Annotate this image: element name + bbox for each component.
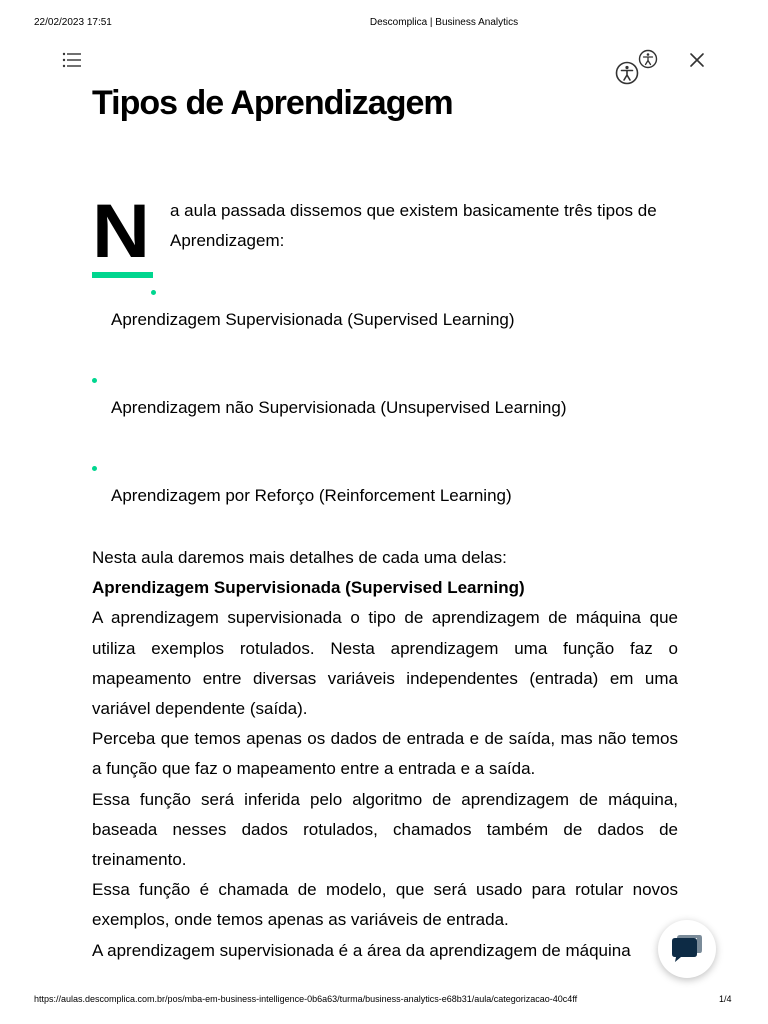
- print-footer: [0, 994, 768, 1008]
- drop-cap-letter: N: [92, 198, 150, 260]
- body-paragraph: Essa função será inferida pelo algoritmo de aprendizagem de máquina, baseada nesses dados rotulados, chamados também de dados de treinamento.: [92, 789, 678, 870]
- close-button[interactable]: [688, 51, 706, 69]
- menu-button[interactable]: [62, 52, 82, 68]
- list-item: Aprendizagem Supervisionada (Supervised Learning): [111, 310, 515, 329]
- page-url: https://aulas.descomplica.com.br/pos/mba-em-business-intelligence-0b6a63/turma/business-analytics-e68b31/aula/categorizacao-40c4ff: [34, 994, 578, 1004]
- bullet-marker: [92, 378, 97, 383]
- body-paragraph: Perceba que temos apenas os dados de entrada e de saída, mas não temos a função que faz o mapeamento entre a entrada e a saída.: [92, 729, 678, 779]
- bullet-marker: [92, 466, 97, 471]
- bullet-marker: [151, 290, 156, 295]
- lead-paragraph: Nesta aula daremos mais detalhes de cada uma delas:: [92, 548, 507, 567]
- page-title: Tipos de Aprendizagem: [92, 84, 453, 122]
- list-menu-icon: [62, 52, 82, 68]
- article-body: [92, 543, 678, 966]
- page-indicator: 1/4: [719, 994, 732, 1004]
- close-icon: [688, 51, 706, 69]
- section-subheading: Aprendizagem Supervisionada (Supervised Learning): [92, 578, 525, 598]
- body-paragraph: A aprendizagem supervisionada é a área da aprendizagem de máquina: [92, 940, 631, 960]
- chat-bubble-icon: [671, 934, 703, 964]
- drop-cap: [92, 198, 152, 260]
- chat-button[interactable]: [658, 920, 716, 978]
- accessibility-button[interactable]: [614, 48, 660, 86]
- print-header: [0, 17, 768, 31]
- body-paragraph: A aprendizagem supervisionada o tipo de aprendizagem de máquina que utiliza exemplos rotulados. Nesta aprendizagem uma função faz o mapeamento entre diversas variáveis independentes (entrada) em uma variável dependente (saída).: [92, 608, 678, 719]
- list-item: Aprendizagem por Reforço (Reinforcement Learning): [111, 486, 512, 505]
- accessibility-icon: [614, 48, 660, 86]
- print-datetime: 22/02/2023 17:51: [34, 17, 112, 28]
- intro-text: a aula passada dissemos que existem basicamente três tipos de Aprendizagem:: [170, 201, 657, 250]
- window-title: Descomplica | Business Analytics: [369, 17, 519, 28]
- drop-cap-underline: [92, 272, 153, 278]
- body-paragraph: Essa função é chamada de modelo, que será usado para rotular novos exemplos, onde temos apenas as variáveis de entrada.: [92, 880, 678, 930]
- list-item: Aprendizagem não Supervisionada (Unsupervised Learning): [111, 398, 567, 417]
